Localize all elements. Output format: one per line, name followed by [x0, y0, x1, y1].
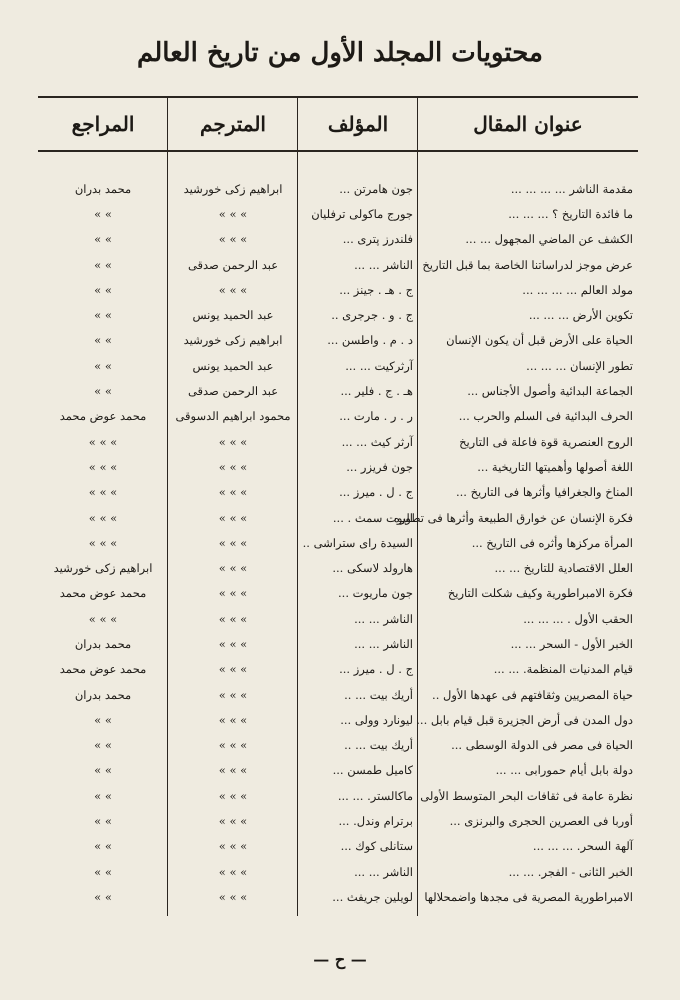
reviewer-cell: محمد عوض محمد — [59, 586, 147, 601]
translator-cell: » » » — [218, 282, 248, 297]
author-cell: جون ماريوت ... — [338, 586, 413, 601]
contents-table — [38, 96, 638, 910]
table-body — [38, 176, 638, 910]
article-title-cell: الروح العنصرية قوة فاعلة فى التاريخ — [459, 434, 633, 449]
reviewer-cell: » » — [94, 257, 112, 272]
translator-cell: » » » — [218, 636, 248, 651]
translator-cell: » » » — [218, 662, 248, 677]
article-title-cell: الامبراطورية المصرية فى مجدها واضمحلالها — [424, 889, 633, 904]
author-cell: آرثر كيث ... ... — [341, 434, 413, 449]
reviewer-cell: » » — [94, 738, 112, 753]
table-row — [38, 783, 638, 808]
article-title-cell: ما فائدة التاريخ ؟ ... ... ... — [508, 206, 633, 221]
reviewer-cell: » » » — [88, 510, 118, 525]
table-row — [38, 252, 638, 277]
table-row — [38, 631, 638, 656]
author-cell: ج . و . جرجرى .. — [331, 308, 413, 323]
article-title-cell: اللغة أصولها وأهميتها التاريخية ... — [477, 459, 633, 474]
reviewer-cell: » » » — [88, 485, 118, 500]
reviewer-cell: » » — [94, 814, 112, 829]
author-cell: كاميل طمسن ... — [332, 763, 413, 778]
table-row — [38, 606, 638, 631]
reviewer-cell: » » — [94, 712, 112, 727]
table-row — [38, 277, 638, 302]
table-row — [38, 657, 638, 682]
reviewer-cell: » » » — [88, 434, 118, 449]
header-reviewer: المراجع — [71, 112, 135, 136]
translator-cell: » » » — [218, 788, 248, 803]
author-cell: الناشر ... ... — [354, 611, 413, 626]
author-cell: ليونارد وولى ... — [340, 712, 413, 727]
article-title-cell: الكشف عن الماضي المجهول ... ... — [465, 232, 633, 247]
table-header — [38, 96, 638, 152]
author-cell: الناشر ... ... — [354, 636, 413, 651]
author-cell: الناشر ... ... — [354, 257, 413, 272]
table-row — [38, 859, 638, 884]
reviewer-cell: » » — [94, 282, 112, 297]
translator-cell: » » » — [218, 611, 248, 626]
column-divider — [417, 96, 418, 916]
table-row — [38, 682, 638, 707]
table-row — [38, 707, 638, 732]
article-title-cell: المرأة مركزها وأثره فى التاريخ ... — [471, 535, 633, 550]
author-cell: أريك بيت ... .. — [344, 687, 413, 702]
article-title-cell: نظرة عامة فى ثقافات البحر المتوسط الأولى — [420, 788, 633, 803]
table-row — [38, 733, 638, 758]
table-row — [38, 201, 638, 226]
reviewer-cell: محمد بدران — [74, 181, 132, 196]
translator-cell: » » » — [218, 839, 248, 854]
article-title-cell: تكوين الأرض ... ... ... — [528, 308, 633, 323]
header-translator: المترجم — [200, 112, 266, 136]
author-cell: ماكالستر. ... ... — [337, 788, 413, 803]
table-row — [38, 353, 638, 378]
article-title-cell: فكرة الامبراطورية وكيف شكلت التاريخ — [447, 586, 633, 601]
author-cell: السيدة راى ستراشى .. — [302, 535, 413, 550]
reviewer-cell: » » — [94, 206, 112, 221]
column-divider — [297, 96, 298, 916]
author-cell: الناشر ... ... — [354, 864, 413, 879]
translator-cell: » » » — [218, 712, 248, 727]
table-row — [38, 176, 638, 201]
reviewer-cell: » » — [94, 763, 112, 778]
reviewer-cell: » » — [94, 788, 112, 803]
reviewer-cell: ابراهيم زكى خورشيد — [53, 561, 153, 576]
table-row — [38, 758, 638, 783]
article-title-cell: الخبر الثانى - الفجر. ... ... — [508, 864, 633, 879]
article-title-cell: أوربا فى العصرين الحجرى والبرنزى ... — [449, 814, 633, 829]
author-cell: جون فريزر ... — [346, 459, 413, 474]
article-title-cell: دولة بابل أيام حمورابى ... ... — [495, 763, 633, 778]
author-cell: ر . ر . مارت ... — [339, 409, 413, 424]
article-title-cell: الحياة فى مصر فى الدولة الوسطى ... — [451, 738, 633, 753]
translator-cell: » » » — [218, 535, 248, 550]
table-row — [38, 454, 638, 479]
translator-cell: » » » — [218, 561, 248, 576]
article-title-cell: الحقب الأول . ... ... ... — [523, 611, 633, 626]
article-title-cell: العلل الاقتصادية للتاريخ ... ... — [494, 561, 633, 576]
translator-cell: » » » — [218, 586, 248, 601]
translator-cell: » » » — [218, 864, 248, 879]
reviewer-cell: » » — [94, 864, 112, 879]
reviewer-cell: » » — [94, 232, 112, 247]
reviewer-cell: » » — [94, 333, 112, 348]
author-cell: فلندرز پترى ... — [342, 232, 413, 247]
translator-cell: » » » — [218, 687, 248, 702]
translator-cell: » » » — [218, 206, 248, 221]
header-article-title: عنوان المقال — [473, 112, 583, 136]
translator-cell: » » » — [218, 434, 248, 449]
header-author: المؤلف — [327, 112, 389, 136]
article-title-cell: الحياة على الأرض قبل أن يكون الإنسان — [446, 333, 633, 348]
article-title-cell: الجماعة البدائية وأصول الأجناس ... — [467, 384, 633, 399]
translator-cell: ابراهيم زكى خورشيد — [183, 333, 283, 348]
table-row — [38, 581, 638, 606]
table-row — [38, 884, 638, 909]
article-title-cell: المناخ والجغرافيا وأثرها فى التاريخ ... — [455, 485, 633, 500]
author-cell: اليوت سمث . ... — [332, 510, 413, 525]
article-title-cell: قيام المدنيات المنظمة. ... ... — [493, 662, 633, 677]
article-title-cell: فكرة الإنسان عن خوارق الطبيعة وأثرها فى تطوره — [393, 510, 633, 525]
table-row — [38, 404, 638, 429]
table-row — [38, 480, 638, 505]
reviewer-cell: » » — [94, 889, 112, 904]
translator-cell: » » » — [218, 485, 248, 500]
author-cell: ج . ل . ميرز ... — [339, 485, 413, 500]
reviewer-cell: محمد بدران — [74, 636, 132, 651]
translator-cell: » » » — [218, 232, 248, 247]
reviewer-cell: » » — [94, 308, 112, 323]
article-title-cell: مولد العالم ... ... ... ... — [522, 282, 633, 297]
reviewer-cell: محمد عوض محمد — [59, 662, 147, 677]
reviewer-cell: » » — [94, 384, 112, 399]
translator-cell: » » » — [218, 889, 248, 904]
reviewer-cell: محمد بدران — [74, 687, 132, 702]
author-cell: ج . هـ . جينز ... — [339, 282, 413, 297]
translator-cell: ابراهيم زكى خورشيد — [183, 181, 283, 196]
translator-cell: عبد الحميد يونس — [192, 358, 274, 373]
author-cell: د . م . واطسن ... — [327, 333, 413, 348]
table-row — [38, 328, 638, 353]
translator-cell: عبد الرحمن صدقى — [187, 384, 279, 399]
author-cell: برترام وندل. ... — [338, 814, 413, 829]
article-title-cell: آلهة السحر. ... ... ... — [532, 839, 633, 854]
author-cell: ستانلى كوك ... — [340, 839, 413, 854]
article-title-cell: عرض موجز لدراساتنا الخاصة بما قبل التاريخ — [422, 257, 633, 272]
author-cell: لويلين جريفث ... — [332, 889, 413, 904]
table-row — [38, 378, 638, 403]
translator-cell: » » » — [218, 738, 248, 753]
table-row — [38, 302, 638, 327]
author-cell: هارولد لاسكى ... — [332, 561, 413, 576]
article-title-cell: الحرف البدائية فى السلم والحرب ... — [458, 409, 633, 424]
table-row — [38, 834, 638, 859]
reviewer-cell: محمد عوض محمد — [59, 409, 147, 424]
author-cell: جورج ماكولى ترفليان — [311, 206, 413, 221]
article-title-cell: مقدمة الناشر ... ... ... ... — [510, 181, 633, 196]
table-row — [38, 227, 638, 252]
translator-cell: محمود ابراهيم الدسوقى — [175, 409, 291, 424]
article-title-cell: الخبر الأول - السحر ... ... — [510, 636, 633, 651]
author-cell: آرثركيت ... ... — [345, 358, 413, 373]
reviewer-cell: » » » — [88, 459, 118, 474]
author-cell: هـ . ج . فلير ... — [340, 384, 413, 399]
table-row — [38, 530, 638, 555]
translator-cell: عبد الرحمن صدقى — [187, 257, 279, 272]
page-title: محتويات المجلد الأول من تاريخ العالم — [137, 38, 543, 68]
table-row — [38, 808, 638, 833]
column-divider — [167, 96, 168, 916]
page-number: — ح — — [313, 950, 367, 969]
article-title-cell: تطور الإنسان ... ... ... — [526, 358, 633, 373]
translator-cell: » » » — [218, 763, 248, 778]
table-row — [38, 555, 638, 580]
reviewer-cell: » » » — [88, 535, 118, 550]
table-row — [38, 505, 638, 530]
table-row — [38, 429, 638, 454]
translator-cell: » » » — [218, 510, 248, 525]
reviewer-cell: » » — [94, 839, 112, 854]
reviewer-cell: » » » — [88, 611, 118, 626]
article-title-cell: دول المدن فى أرض الجزيرة قبل قيام بابل ... — [416, 712, 633, 727]
article-title-cell: حياة المصريين وثقافتهم فى عهدها الأول .. — [432, 687, 633, 702]
author-cell: أريك بيت ... .. — [344, 738, 413, 753]
author-cell: ج . ل . ميرز ... — [339, 662, 413, 677]
translator-cell: » » » — [218, 459, 248, 474]
translator-cell: عبد الحميد يونس — [192, 308, 274, 323]
translator-cell: » » » — [218, 814, 248, 829]
reviewer-cell: » » — [94, 358, 112, 373]
author-cell: جون هامرتن ... — [339, 181, 413, 196]
